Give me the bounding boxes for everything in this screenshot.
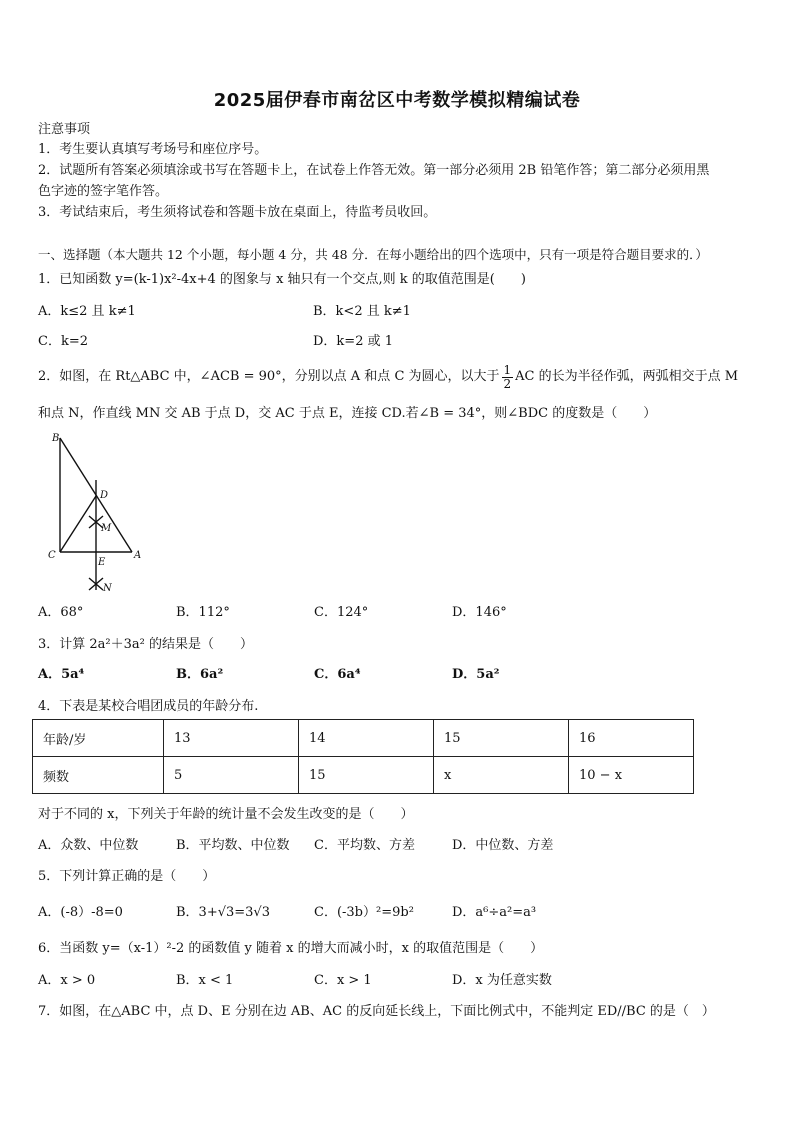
segment-cd (60, 496, 96, 552)
q5-option-a: A．(-8）-8=0 (38, 905, 123, 920)
q6-option-d: D．x 为任意实数 (452, 973, 552, 988)
question-5-stem: 5．下列计算正确的是（ ） (38, 869, 216, 884)
q4-option-d: D．中位数、方差 (452, 838, 554, 853)
label-d: D (100, 490, 109, 501)
question-7-stem: 7．如图，在△ABC 中，点 D、E 分别在边 AB、AC 的反向延长线上，下面比例式中，不能判定 ED//BC 的是（ ） (38, 1004, 715, 1019)
notice-item: 1．考生要认真填写考场号和座位序号。 (38, 142, 268, 157)
q2-option-c: C．124° (314, 605, 369, 620)
q1-option-c: C．k=2 (38, 334, 88, 349)
notice-item: 2．试题所有答案必须填涂或书写在答题卡上，在试卷上作答无效。第一部分必须用 2B 铅笔作答；第二部分必须用黑 (38, 163, 710, 178)
q1-option-d: D．k=2 或 1 (313, 334, 393, 349)
q1-option-b: B．k<2 且 k≠1 (313, 304, 411, 319)
q2-option-b: B．112° (176, 605, 230, 620)
table-cell: 年龄/岁 (33, 720, 164, 757)
q5-option-b: B．3+√3=3√3 (176, 905, 270, 920)
table-cell: 5 (164, 757, 299, 794)
label-c: C (48, 550, 56, 561)
notice-item: 3．考试结束后，考生须将试卷和答题卡放在桌面上，待监考员收回。 (38, 205, 437, 220)
table-cell: 10 − x (569, 757, 694, 794)
label-b: B (52, 433, 60, 444)
question-3-stem: 3．计算 2a²＋3a² 的结果是（ ） (38, 637, 254, 652)
q3-option-c: C．6a⁴ (314, 667, 361, 682)
q4-option-a: A．众数、中位数 (38, 838, 139, 853)
triangle-figure (40, 428, 160, 598)
q5-option-c: C．(-3b）²=9b² (314, 905, 414, 920)
page-title: 2025届伊春市南岔区中考数学模拟精编试卷 (213, 90, 581, 111)
table-cell: 13 (164, 720, 299, 757)
table-cell: 15 (299, 757, 434, 794)
one-half-fraction: $\frac{1}{2}$ (503, 362, 512, 391)
q6-option-a: A．x > 0 (38, 973, 96, 988)
table-cell: 频数 (33, 757, 164, 794)
q4-question-text: 对于不同的 x，下列关于年龄的统计量不会发生改变的是（ ） (38, 807, 414, 822)
q2-option-a: A．68° (38, 605, 84, 620)
q1-option-a: A．k≤2 且 k≠1 (38, 304, 136, 319)
q6-option-b: B．x < 1 (176, 973, 234, 988)
q4-option-c: C．平均数、方差 (314, 838, 415, 853)
q5-option-d: D．a⁶÷a²=a³ (452, 905, 537, 920)
table-row (33, 720, 694, 757)
question-4-stem: 4．下表是某校合唱团成员的年龄分布. (38, 699, 259, 714)
label-e: E (98, 557, 106, 568)
table-row (33, 757, 694, 794)
q4-option-b: B．平均数、中位数 (176, 838, 290, 853)
age-distribution-table (32, 719, 694, 794)
label-a: A (134, 550, 142, 561)
q2-stem-part1: 2．如图，在 Rt△ABC 中，∠ACB = 90°，分别以点 A 和点 C 为圆心，以大于 (38, 369, 500, 384)
notice-item: 色字迹的签字笔作答。 (38, 184, 169, 199)
table-cell: 14 (299, 720, 434, 757)
table-cell: x (434, 757, 569, 794)
question-1-stem: 1．已知函数 y=(k-1)x²-4x+4 的图象与 x 轴只有一个交点,则 k 的取值范围是( ) (38, 272, 526, 287)
q3-option-d: D．5a² (452, 667, 500, 682)
label-n: N (103, 583, 112, 594)
q2-stem-part2: AC 的长为半径作弧，两弧相交于点 M (515, 369, 739, 384)
q6-option-c: C．x > 1 (314, 973, 372, 988)
q3-option-b: B．6a² (176, 667, 224, 682)
q3-option-a: A．5a⁴ (38, 667, 85, 682)
notice-heading: 注意事项 (38, 122, 91, 137)
question-2-stem (38, 360, 738, 394)
section-heading: 一、选择题（本大题共 12 个小题，每小题 4 分，共 48 分．在每小题给出的四个选项中，只有一项是符合题目要求的．） (38, 247, 708, 262)
table-cell: 15 (434, 720, 569, 757)
question-6-stem: 6．当函数 y=（x-1）²-2 的函数值 y 随着 x 的增大而减小时，x 的取值范围是（ ） (38, 941, 544, 956)
label-m: M (101, 523, 112, 534)
question-2-stem-line2: 和点 N，作直线 MN 交 AB 于点 D，交 AC 于点 E，连接 CD.若∠B = 34°，则∠BDC 的度数是（ ） (38, 406, 657, 421)
q2-option-d: D．146° (452, 605, 507, 620)
table-cell: 16 (569, 720, 694, 757)
